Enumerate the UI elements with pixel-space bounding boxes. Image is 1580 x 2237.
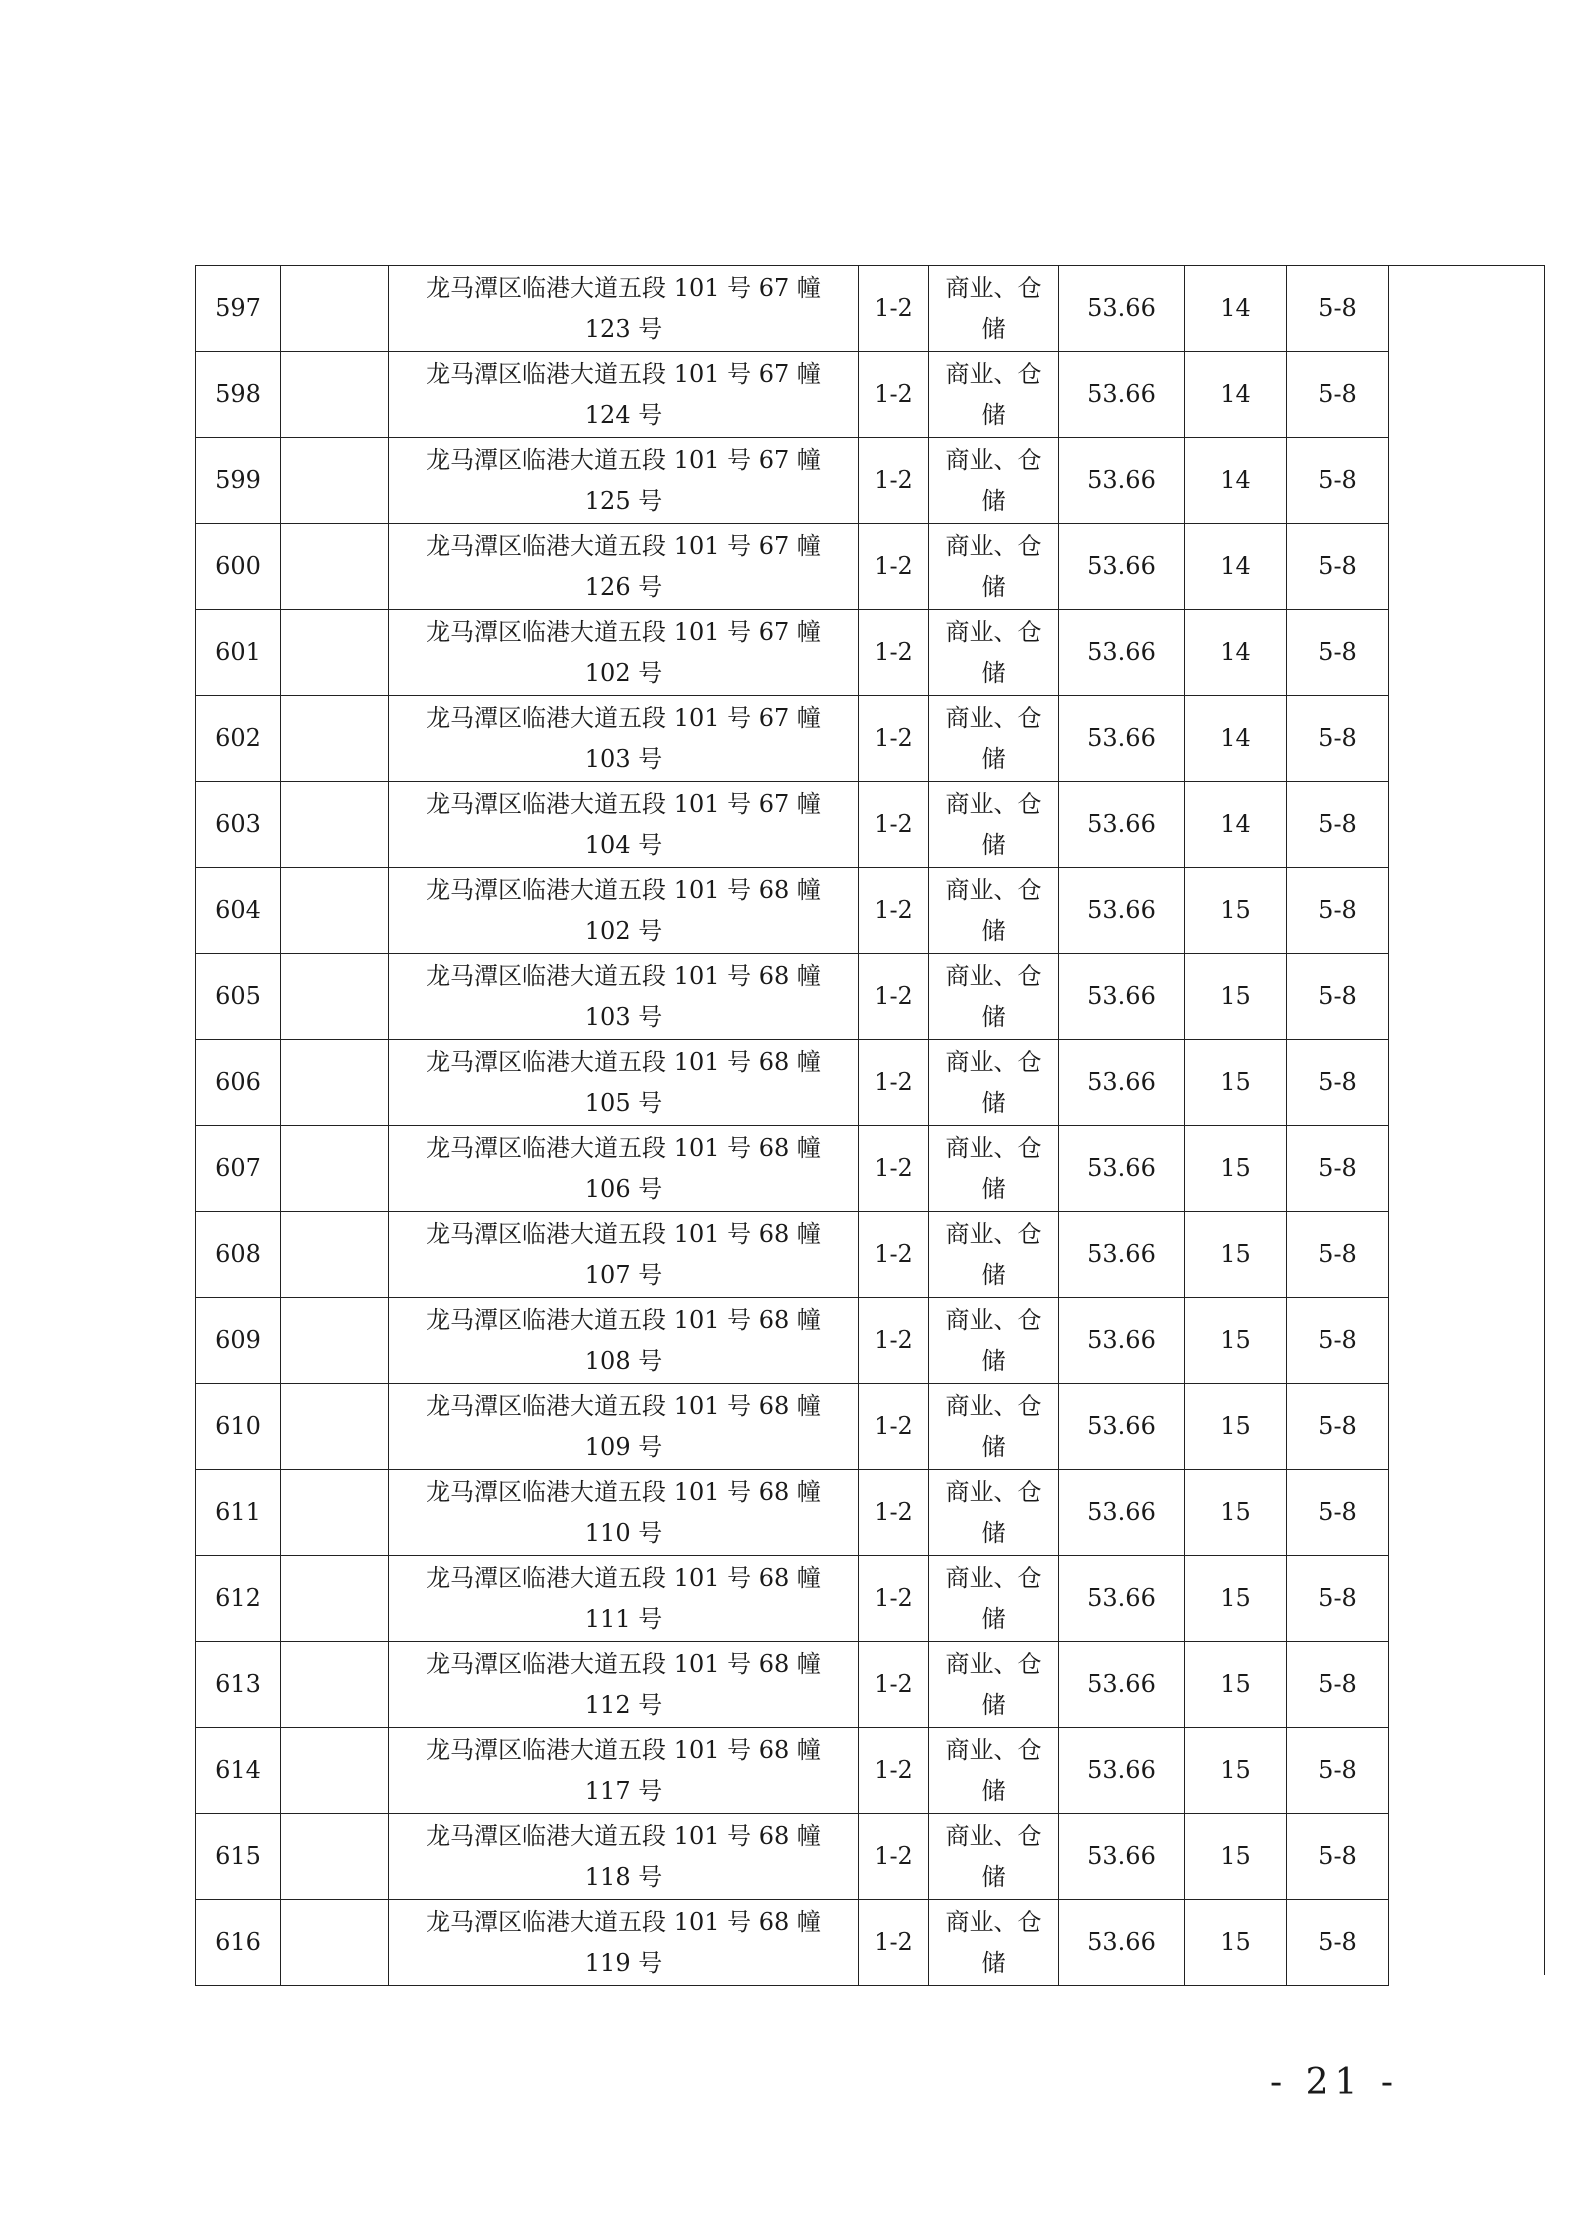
cell-blank <box>281 1126 389 1212</box>
cell-building-count: 15 <box>1185 1040 1287 1126</box>
cell-area: 53.66 <box>1059 1814 1185 1900</box>
cell-address <box>389 1728 859 1814</box>
cell-floor: 1-2 <box>859 1212 929 1298</box>
usage-line-1: 商业、仓 <box>945 1219 1042 1248</box>
cell-usage <box>929 1470 1059 1556</box>
cell-area: 53.66 <box>1059 868 1185 954</box>
cell-address <box>389 696 859 782</box>
cell-address <box>389 954 859 1040</box>
cell-range: 5-8 <box>1287 1040 1389 1126</box>
cell-address <box>389 1212 859 1298</box>
cell-usage <box>929 438 1059 524</box>
address-line-1: 龙马潭区临港大道五段 101 号 68 幢 <box>426 1133 821 1162</box>
cell-number: 598 <box>196 352 281 438</box>
cell-floor: 1-2 <box>859 610 929 696</box>
cell-range: 5-8 <box>1287 1900 1389 1986</box>
address-line-2: 108 号 <box>584 1346 663 1375</box>
cell-usage <box>929 1126 1059 1212</box>
address-line-2: 124 号 <box>584 400 663 429</box>
cell-range: 5-8 <box>1287 1126 1389 1212</box>
usage-line-1: 商业、仓 <box>945 961 1042 990</box>
cell-building-count: 14 <box>1185 782 1287 868</box>
address-line-1: 龙马潭区临港大道五段 101 号 67 幢 <box>426 273 821 302</box>
cell-number: 606 <box>196 1040 281 1126</box>
cell-number: 613 <box>196 1642 281 1728</box>
cell-address <box>389 1642 859 1728</box>
usage-line-1: 商业、仓 <box>945 703 1042 732</box>
address-line-1: 龙马潭区临港大道五段 101 号 67 幢 <box>426 703 821 732</box>
cell-blank <box>281 1728 389 1814</box>
usage-line-1: 商业、仓 <box>945 445 1042 474</box>
address-line-1: 龙马潭区临港大道五段 101 号 67 幢 <box>426 445 821 474</box>
address-line-2: 105 号 <box>584 1088 663 1117</box>
address-line-2: 119 号 <box>584 1948 663 1977</box>
address-line-2: 102 号 <box>584 916 663 945</box>
cell-building-count: 14 <box>1185 438 1287 524</box>
cell-blank <box>281 438 389 524</box>
address-line-2: 110 号 <box>584 1518 663 1547</box>
usage-line-1: 商业、仓 <box>945 1047 1042 1076</box>
cell-address <box>389 1384 859 1470</box>
cell-building-count: 15 <box>1185 1642 1287 1728</box>
cell-range: 5-8 <box>1287 868 1389 954</box>
usage-line-2: 储 <box>981 1776 1006 1805</box>
cell-usage <box>929 1556 1059 1642</box>
cell-number: 608 <box>196 1212 281 1298</box>
cell-area: 53.66 <box>1059 438 1185 524</box>
address-line-1: 龙马潭区临港大道五段 101 号 68 幢 <box>426 1563 821 1592</box>
cell-address <box>389 438 859 524</box>
cell-blank <box>281 1814 389 1900</box>
cell-range: 5-8 <box>1287 1556 1389 1642</box>
cell-number: 600 <box>196 524 281 610</box>
cell-range: 5-8 <box>1287 266 1389 352</box>
table-row <box>196 868 1389 954</box>
cell-building-count: 14 <box>1185 696 1287 782</box>
cell-address <box>389 1126 859 1212</box>
usage-line-1: 商业、仓 <box>945 1649 1042 1678</box>
cell-blank <box>281 1212 389 1298</box>
cell-usage <box>929 352 1059 438</box>
cell-building-count: 15 <box>1185 1728 1287 1814</box>
usage-line-2: 储 <box>981 1518 1006 1547</box>
address-line-1: 龙马潭区临港大道五段 101 号 68 幢 <box>426 1047 821 1076</box>
cell-area: 53.66 <box>1059 1900 1185 1986</box>
cell-building-count: 15 <box>1185 1126 1287 1212</box>
cell-area: 53.66 <box>1059 696 1185 782</box>
usage-line-2: 储 <box>981 916 1006 945</box>
cell-range: 5-8 <box>1287 954 1389 1040</box>
cell-address <box>389 1298 859 1384</box>
usage-line-1: 商业、仓 <box>945 1735 1042 1764</box>
table-body <box>196 266 1389 1986</box>
table-row <box>196 1814 1389 1900</box>
usage-line-1: 商业、仓 <box>945 1133 1042 1162</box>
cell-number: 605 <box>196 954 281 1040</box>
cell-building-count: 15 <box>1185 1900 1287 1986</box>
cell-blank <box>281 782 389 868</box>
table-row <box>196 1040 1389 1126</box>
cell-range: 5-8 <box>1287 610 1389 696</box>
cell-area: 53.66 <box>1059 1384 1185 1470</box>
table-row <box>196 438 1389 524</box>
address-line-2: 111 号 <box>584 1604 663 1633</box>
address-line-1: 龙马潭区临港大道五段 101 号 68 幢 <box>426 1735 821 1764</box>
usage-line-2: 储 <box>981 1604 1006 1633</box>
cell-blank <box>281 1298 389 1384</box>
cell-building-count: 15 <box>1185 1212 1287 1298</box>
cell-number: 604 <box>196 868 281 954</box>
address-line-1: 龙马潭区临港大道五段 101 号 67 幢 <box>426 617 821 646</box>
table-row <box>196 1298 1389 1384</box>
table-row <box>196 954 1389 1040</box>
cell-range: 5-8 <box>1287 1814 1389 1900</box>
usage-line-2: 储 <box>981 572 1006 601</box>
cell-blank <box>281 696 389 782</box>
cell-number: 611 <box>196 1470 281 1556</box>
table-row <box>196 524 1389 610</box>
usage-line-2: 储 <box>981 314 1006 343</box>
cell-area: 53.66 <box>1059 1212 1185 1298</box>
cell-blank <box>281 1900 389 1986</box>
cell-blank <box>281 352 389 438</box>
cell-blank <box>281 1556 389 1642</box>
address-line-2: 106 号 <box>584 1174 663 1203</box>
address-line-1: 龙马潭区临港大道五段 101 号 68 幢 <box>426 1477 821 1506</box>
cell-number: 610 <box>196 1384 281 1470</box>
cell-address <box>389 266 859 352</box>
table-row <box>196 1470 1389 1556</box>
usage-line-2: 储 <box>981 1862 1006 1891</box>
cell-usage <box>929 1384 1059 1470</box>
usage-line-2: 储 <box>981 744 1006 773</box>
address-line-2: 125 号 <box>584 486 663 515</box>
table-row <box>196 1728 1389 1814</box>
cell-number: 599 <box>196 438 281 524</box>
cell-floor: 1-2 <box>859 954 929 1040</box>
cell-blank <box>281 868 389 954</box>
address-line-2: 102 号 <box>584 658 663 687</box>
address-line-1: 龙马潭区临港大道五段 101 号 68 幢 <box>426 1391 821 1420</box>
address-line-2: 117 号 <box>584 1776 663 1805</box>
address-line-2: 104 号 <box>584 830 663 859</box>
cell-address <box>389 1814 859 1900</box>
page-number: - 21 - <box>1270 2062 1400 2103</box>
usage-line-1: 商业、仓 <box>945 875 1042 904</box>
cell-range: 5-8 <box>1287 1298 1389 1384</box>
table-row <box>196 696 1389 782</box>
cell-floor: 1-2 <box>859 782 929 868</box>
address-line-1: 龙马潭区临港大道五段 101 号 68 幢 <box>426 1649 821 1678</box>
cell-floor: 1-2 <box>859 868 929 954</box>
cell-address <box>389 610 859 696</box>
address-line-1: 龙马潭区临港大道五段 101 号 68 幢 <box>426 1219 821 1248</box>
cell-number: 612 <box>196 1556 281 1642</box>
table-row <box>196 782 1389 868</box>
cell-usage <box>929 1040 1059 1126</box>
cell-range: 5-8 <box>1287 352 1389 438</box>
cell-range: 5-8 <box>1287 1470 1389 1556</box>
property-table <box>195 265 1389 1986</box>
cell-floor: 1-2 <box>859 1900 929 1986</box>
address-line-2: 109 号 <box>584 1432 663 1461</box>
cell-usage <box>929 1814 1059 1900</box>
address-line-1: 龙马潭区临港大道五段 101 号 67 幢 <box>426 789 821 818</box>
usage-line-2: 储 <box>981 658 1006 687</box>
address-line-2: 103 号 <box>584 1002 663 1031</box>
cell-floor: 1-2 <box>859 1040 929 1126</box>
cell-number: 616 <box>196 1900 281 1986</box>
usage-line-1: 商业、仓 <box>945 1477 1042 1506</box>
cell-floor: 1-2 <box>859 1126 929 1212</box>
cell-area: 53.66 <box>1059 954 1185 1040</box>
cell-floor: 1-2 <box>859 696 929 782</box>
property-table-wrap <box>195 265 1389 1986</box>
cell-usage <box>929 696 1059 782</box>
cell-area: 53.66 <box>1059 1642 1185 1728</box>
cell-usage <box>929 266 1059 352</box>
cell-floor: 1-2 <box>859 1642 929 1728</box>
cell-range: 5-8 <box>1287 438 1389 524</box>
address-line-2: 103 号 <box>584 744 663 773</box>
cell-area: 53.66 <box>1059 1126 1185 1212</box>
cell-address <box>389 1040 859 1126</box>
usage-line-2: 储 <box>981 1260 1006 1289</box>
cell-blank <box>281 610 389 696</box>
cell-address <box>389 1556 859 1642</box>
cell-blank <box>281 1642 389 1728</box>
cell-blank <box>281 1384 389 1470</box>
table-row <box>196 1900 1389 1986</box>
cell-address <box>389 782 859 868</box>
cell-floor: 1-2 <box>859 1384 929 1470</box>
usage-line-1: 商业、仓 <box>945 617 1042 646</box>
cell-range: 5-8 <box>1287 696 1389 782</box>
cell-usage <box>929 610 1059 696</box>
cell-building-count: 14 <box>1185 352 1287 438</box>
address-line-1: 龙马潭区临港大道五段 101 号 68 幢 <box>426 875 821 904</box>
cell-usage <box>929 1298 1059 1384</box>
cell-usage <box>929 524 1059 610</box>
table-row <box>196 266 1389 352</box>
cell-area: 53.66 <box>1059 1040 1185 1126</box>
usage-line-2: 储 <box>981 1432 1006 1461</box>
table-row <box>196 1384 1389 1470</box>
cell-number: 597 <box>196 266 281 352</box>
cell-address <box>389 352 859 438</box>
cell-range: 5-8 <box>1287 1728 1389 1814</box>
cell-blank <box>281 266 389 352</box>
cell-range: 5-8 <box>1287 1384 1389 1470</box>
cell-area: 53.66 <box>1059 1298 1185 1384</box>
address-line-1: 龙马潭区临港大道五段 101 号 67 幢 <box>426 531 821 560</box>
cell-floor: 1-2 <box>859 1470 929 1556</box>
usage-line-1: 商业、仓 <box>945 1821 1042 1850</box>
address-line-1: 龙马潭区临港大道五段 101 号 68 幢 <box>426 961 821 990</box>
address-line-1: 龙马潭区临港大道五段 101 号 68 幢 <box>426 1305 821 1334</box>
cell-area: 53.66 <box>1059 610 1185 696</box>
cell-area: 53.66 <box>1059 524 1185 610</box>
cell-floor: 1-2 <box>859 1728 929 1814</box>
cell-usage <box>929 868 1059 954</box>
cell-blank <box>281 954 389 1040</box>
address-line-2: 123 号 <box>584 314 663 343</box>
cell-floor: 1-2 <box>859 1814 929 1900</box>
cell-building-count: 14 <box>1185 610 1287 696</box>
cell-blank <box>281 524 389 610</box>
address-line-2: 112 号 <box>584 1690 663 1719</box>
cell-area: 53.66 <box>1059 1470 1185 1556</box>
cell-blank <box>281 1040 389 1126</box>
table-row <box>196 610 1389 696</box>
cell-number: 615 <box>196 1814 281 1900</box>
table-row <box>196 352 1389 438</box>
cell-building-count: 15 <box>1185 1298 1287 1384</box>
usage-line-1: 商业、仓 <box>945 1907 1042 1936</box>
cell-number: 607 <box>196 1126 281 1212</box>
cell-address <box>389 1470 859 1556</box>
usage-line-1: 商业、仓 <box>945 273 1042 302</box>
cell-floor: 1-2 <box>859 1298 929 1384</box>
cell-building-count: 15 <box>1185 954 1287 1040</box>
cell-range: 5-8 <box>1287 782 1389 868</box>
cell-address <box>389 1900 859 1986</box>
cell-building-count: 15 <box>1185 1556 1287 1642</box>
usage-line-2: 储 <box>981 1002 1006 1031</box>
address-line-2: 126 号 <box>584 572 663 601</box>
cell-floor: 1-2 <box>859 438 929 524</box>
cell-number: 602 <box>196 696 281 782</box>
cell-building-count: 14 <box>1185 266 1287 352</box>
cell-usage <box>929 1728 1059 1814</box>
usage-line-2: 储 <box>981 400 1006 429</box>
table-row <box>196 1642 1389 1728</box>
cell-number: 603 <box>196 782 281 868</box>
cell-number: 609 <box>196 1298 281 1384</box>
address-line-1: 龙马潭区临港大道五段 101 号 68 幢 <box>426 1907 821 1936</box>
cell-number: 601 <box>196 610 281 696</box>
cell-usage <box>929 954 1059 1040</box>
table-row <box>196 1212 1389 1298</box>
cell-number: 614 <box>196 1728 281 1814</box>
usage-line-1: 商业、仓 <box>945 359 1042 388</box>
address-line-1: 龙马潭区临港大道五段 101 号 67 幢 <box>426 359 821 388</box>
cell-building-count: 15 <box>1185 1384 1287 1470</box>
cell-usage <box>929 1900 1059 1986</box>
cell-range: 5-8 <box>1287 524 1389 610</box>
cell-floor: 1-2 <box>859 524 929 610</box>
usage-line-2: 储 <box>981 1346 1006 1375</box>
cell-area: 53.66 <box>1059 266 1185 352</box>
usage-line-2: 储 <box>981 1174 1006 1203</box>
cell-floor: 1-2 <box>859 1556 929 1642</box>
cell-floor: 1-2 <box>859 266 929 352</box>
cell-range: 5-8 <box>1287 1212 1389 1298</box>
address-line-2: 118 号 <box>584 1862 663 1891</box>
usage-line-1: 商业、仓 <box>945 531 1042 560</box>
table-row <box>196 1556 1389 1642</box>
cell-building-count: 15 <box>1185 868 1287 954</box>
cell-area: 53.66 <box>1059 782 1185 868</box>
cell-building-count: 15 <box>1185 1814 1287 1900</box>
usage-line-1: 商业、仓 <box>945 1563 1042 1592</box>
cell-floor: 1-2 <box>859 352 929 438</box>
cell-building-count: 14 <box>1185 524 1287 610</box>
address-line-1: 龙马潭区临港大道五段 101 号 68 幢 <box>426 1821 821 1850</box>
outer-frame-right <box>1388 265 1545 1975</box>
usage-line-1: 商业、仓 <box>945 1305 1042 1334</box>
cell-usage <box>929 1212 1059 1298</box>
cell-area: 53.66 <box>1059 1728 1185 1814</box>
table-row <box>196 1126 1389 1212</box>
usage-line-2: 储 <box>981 1948 1006 1977</box>
usage-line-2: 储 <box>981 830 1006 859</box>
usage-line-1: 商业、仓 <box>945 1391 1042 1420</box>
usage-line-2: 储 <box>981 486 1006 515</box>
cell-blank <box>281 1470 389 1556</box>
cell-usage <box>929 782 1059 868</box>
address-line-2: 107 号 <box>584 1260 663 1289</box>
cell-range: 5-8 <box>1287 1642 1389 1728</box>
cell-address <box>389 524 859 610</box>
usage-line-1: 商业、仓 <box>945 789 1042 818</box>
cell-area: 53.66 <box>1059 352 1185 438</box>
usage-line-2: 储 <box>981 1690 1006 1719</box>
usage-line-2: 储 <box>981 1088 1006 1117</box>
cell-usage <box>929 1642 1059 1728</box>
cell-area: 53.66 <box>1059 1556 1185 1642</box>
cell-building-count: 15 <box>1185 1470 1287 1556</box>
cell-address <box>389 868 859 954</box>
